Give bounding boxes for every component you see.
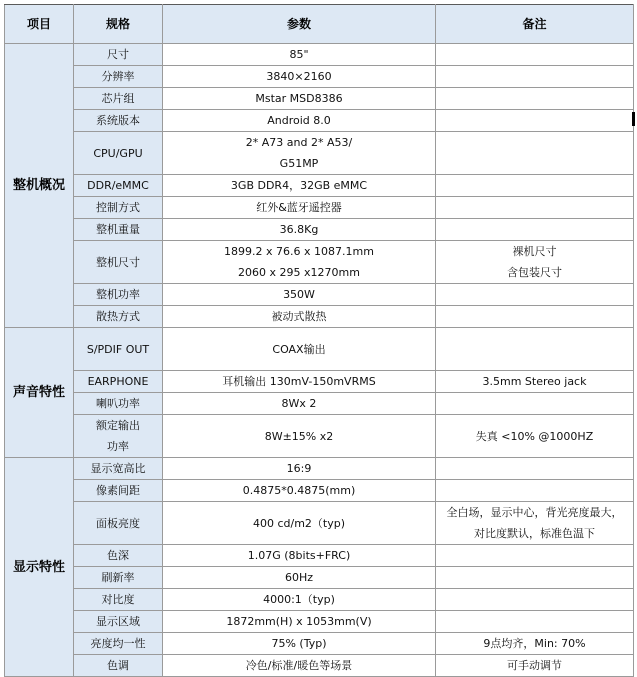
note-cell bbox=[436, 44, 634, 66]
value-cell bbox=[163, 66, 436, 88]
table-row bbox=[5, 393, 634, 415]
spec-cell bbox=[74, 132, 163, 175]
cell-text-line: 8Wx 2 bbox=[281, 397, 317, 410]
value-cell bbox=[163, 545, 436, 567]
note-cell bbox=[436, 633, 634, 655]
value-cell bbox=[163, 393, 436, 415]
note-cell bbox=[436, 197, 634, 219]
note-cell bbox=[436, 589, 634, 611]
value-cell bbox=[163, 589, 436, 611]
spec-cell bbox=[74, 175, 163, 197]
note-cell bbox=[436, 306, 634, 328]
cell-text: 分辨率 bbox=[101, 70, 135, 83]
header-spec: 规格 bbox=[74, 5, 163, 44]
spec-cell bbox=[74, 284, 163, 306]
note-cell bbox=[436, 241, 634, 284]
spec-cell bbox=[74, 88, 163, 110]
value-cell bbox=[163, 502, 436, 545]
cell-text: S/PDIF OUT bbox=[86, 342, 150, 356]
cell-text-line: 0.4875*0.4875(mm) bbox=[242, 484, 356, 497]
header-item: 项目 bbox=[5, 5, 74, 44]
group-label: 显示特性 bbox=[5, 458, 74, 677]
value-cell bbox=[163, 175, 436, 197]
cell-text-line: 8W±15% x2 bbox=[264, 429, 334, 443]
cell-text: 刷新率 bbox=[101, 571, 135, 584]
note-cell bbox=[436, 219, 634, 241]
value-cell bbox=[163, 88, 436, 110]
cell-text: EARPHONE bbox=[87, 375, 149, 388]
cell-text-line: 裸机尺寸 bbox=[512, 245, 557, 258]
cell-text: CPU/GPU bbox=[93, 146, 143, 160]
cell-text-line: 对比度默认，标准色温下 bbox=[474, 527, 595, 540]
cell-text: 色深 bbox=[107, 549, 129, 562]
cell-text-line: 全白场，显示中心，背光亮度最大， bbox=[446, 506, 623, 519]
value-cell bbox=[163, 219, 436, 241]
cell-text: 控制方式 bbox=[96, 201, 140, 214]
group-label: 整机概况 bbox=[5, 44, 74, 328]
spec-cell bbox=[74, 633, 163, 655]
table-row bbox=[5, 88, 634, 110]
header-row bbox=[5, 5, 634, 44]
table-row bbox=[5, 502, 634, 545]
note-cell bbox=[436, 132, 634, 175]
spec-cell bbox=[74, 66, 163, 88]
spec-table bbox=[4, 4, 634, 677]
table-row bbox=[5, 611, 634, 633]
cell-text-line: 红外&蓝牙遥控器 bbox=[256, 201, 342, 214]
table-row bbox=[5, 655, 634, 677]
cell-text: 对比度 bbox=[101, 593, 135, 606]
table-row bbox=[5, 241, 634, 284]
spec-cell bbox=[74, 480, 163, 502]
cell-text: 芯片组 bbox=[101, 92, 135, 105]
cell-text: 亮度均一性 bbox=[90, 637, 146, 650]
value-cell bbox=[163, 371, 436, 393]
cell-text-line: 85" bbox=[289, 48, 309, 61]
table-row bbox=[5, 197, 634, 219]
table-row bbox=[5, 480, 634, 502]
spec-cell bbox=[74, 611, 163, 633]
header-value: 参数 bbox=[163, 5, 436, 44]
cell-text-line: Mstar MSD8386 bbox=[255, 92, 343, 105]
cell-text-line: 可手动调节 bbox=[507, 659, 562, 672]
cell-text-line: COAX输出 bbox=[272, 342, 326, 356]
spec-cell bbox=[74, 567, 163, 589]
table-row bbox=[5, 110, 634, 132]
table-row bbox=[5, 415, 634, 458]
cell-text: 整机重量 bbox=[96, 223, 140, 236]
cell-text-line: 4000:1（typ) bbox=[263, 593, 335, 606]
table-row bbox=[5, 284, 634, 306]
spec-cell bbox=[74, 306, 163, 328]
cell-text-line: 被动式散热 bbox=[271, 310, 327, 323]
cell-text: 色调 bbox=[107, 659, 129, 672]
table-row bbox=[5, 44, 634, 66]
spec-cell bbox=[74, 44, 163, 66]
note-cell bbox=[436, 502, 634, 545]
note-cell bbox=[436, 284, 634, 306]
table-row bbox=[5, 589, 634, 611]
note-cell bbox=[436, 415, 634, 458]
cell-text-line: 9点均齐，Min: 70% bbox=[483, 637, 586, 650]
spec-cell bbox=[74, 241, 163, 284]
group-label: 声音特性 bbox=[5, 328, 74, 458]
cell-text-line: 1.07G (8bits+FRC) bbox=[247, 549, 351, 562]
table-body bbox=[5, 44, 634, 677]
value-cell bbox=[163, 44, 436, 66]
note-cell bbox=[436, 175, 634, 197]
cell-text-line: 额定输出 bbox=[96, 419, 140, 432]
cell-text-line: 功率 bbox=[107, 440, 129, 453]
value-cell bbox=[163, 415, 436, 458]
cell-text: 像素间距 bbox=[96, 484, 140, 497]
cell-text-line: 1899.2 x 76.6 x 1087.1mm bbox=[224, 245, 374, 258]
cell-text-line: 含包装尺寸 bbox=[507, 266, 562, 279]
cell-text-line: 耳机输出 130mV-150mVRMS bbox=[222, 375, 376, 388]
cell-text: 整机功率 bbox=[96, 288, 140, 301]
spec-cell bbox=[74, 458, 163, 480]
header-note: 备注 bbox=[436, 5, 634, 44]
table-row bbox=[5, 567, 634, 589]
note-cell bbox=[436, 393, 634, 415]
spec-cell bbox=[74, 415, 163, 458]
cell-text: DDR/eMMC bbox=[87, 179, 149, 192]
note-cell bbox=[436, 655, 634, 677]
spec-cell bbox=[74, 197, 163, 219]
cell-text-line: 3GB DDR4，32GB eMMC bbox=[230, 179, 368, 192]
spec-cell bbox=[74, 589, 163, 611]
spec-cell bbox=[74, 655, 163, 677]
cell-text-line: 350W bbox=[283, 288, 315, 301]
cell-text-line: 60Hz bbox=[284, 571, 314, 584]
cell-text: 面板亮度 bbox=[96, 516, 140, 530]
spec-cell bbox=[74, 545, 163, 567]
note-cell bbox=[436, 371, 634, 393]
spec-cell bbox=[74, 219, 163, 241]
note-cell bbox=[436, 66, 634, 88]
spec-cell bbox=[74, 328, 163, 371]
value-cell bbox=[163, 655, 436, 677]
value-cell bbox=[163, 480, 436, 502]
table-row bbox=[5, 66, 634, 88]
cell-text-line: 3.5mm Stereo jack bbox=[482, 375, 587, 388]
cell-text-line: G51MP bbox=[279, 157, 319, 170]
value-cell bbox=[163, 611, 436, 633]
value-cell bbox=[163, 458, 436, 480]
cell-text-line: 16:9 bbox=[286, 462, 312, 475]
edge-marker bbox=[632, 112, 635, 126]
value-cell bbox=[163, 633, 436, 655]
spec-cell bbox=[74, 502, 163, 545]
cell-text-line: 2060 x 295 x1270mm bbox=[238, 266, 360, 279]
note-cell bbox=[436, 567, 634, 589]
table-row bbox=[5, 633, 634, 655]
cell-text-line: 2* A73 and 2* A53/ bbox=[245, 136, 353, 149]
cell-text: 散热方式 bbox=[96, 310, 140, 323]
cell-text-line: 冷色/标准/暖色等场景 bbox=[245, 659, 353, 672]
cell-text: 显示区域 bbox=[96, 615, 140, 628]
table-row bbox=[5, 306, 634, 328]
value-cell bbox=[163, 306, 436, 328]
cell-text-line: 36.8Kg bbox=[279, 223, 319, 236]
cell-text: 系统版本 bbox=[96, 114, 140, 127]
note-cell bbox=[436, 110, 634, 132]
table-row bbox=[5, 132, 634, 175]
note-cell bbox=[436, 611, 634, 633]
cell-text-line: 3840×2160 bbox=[266, 70, 332, 83]
note-cell bbox=[436, 88, 634, 110]
note-cell bbox=[436, 328, 634, 371]
value-cell bbox=[163, 567, 436, 589]
spec-cell bbox=[74, 110, 163, 132]
value-cell bbox=[163, 197, 436, 219]
table-row bbox=[5, 458, 634, 480]
spec-cell bbox=[74, 371, 163, 393]
value-cell bbox=[163, 132, 436, 175]
cell-text: 显示宽高比 bbox=[90, 462, 146, 475]
value-cell bbox=[163, 110, 436, 132]
table-row bbox=[5, 545, 634, 567]
cell-text-line: 失真 <10% @1000HZ bbox=[475, 429, 594, 443]
note-cell bbox=[436, 480, 634, 502]
value-cell bbox=[163, 284, 436, 306]
cell-text: 整机尺寸 bbox=[96, 255, 140, 269]
table-row bbox=[5, 175, 634, 197]
cell-text-line: Android 8.0 bbox=[267, 114, 331, 127]
value-cell bbox=[163, 241, 436, 284]
cell-text-line: 75% (Typ) bbox=[271, 637, 327, 650]
note-cell bbox=[436, 545, 634, 567]
cell-text: 喇叭功率 bbox=[96, 397, 140, 410]
cell-text-line: 1872mm(H) x 1053mm(V) bbox=[226, 615, 372, 628]
cell-text: 尺寸 bbox=[107, 48, 129, 61]
value-cell bbox=[163, 328, 436, 371]
table-row bbox=[5, 328, 634, 371]
table-row bbox=[5, 219, 634, 241]
table-row bbox=[5, 371, 634, 393]
cell-text-line: 400 cd/m2（typ) bbox=[252, 516, 346, 530]
spec-cell bbox=[74, 393, 163, 415]
note-cell bbox=[436, 458, 634, 480]
